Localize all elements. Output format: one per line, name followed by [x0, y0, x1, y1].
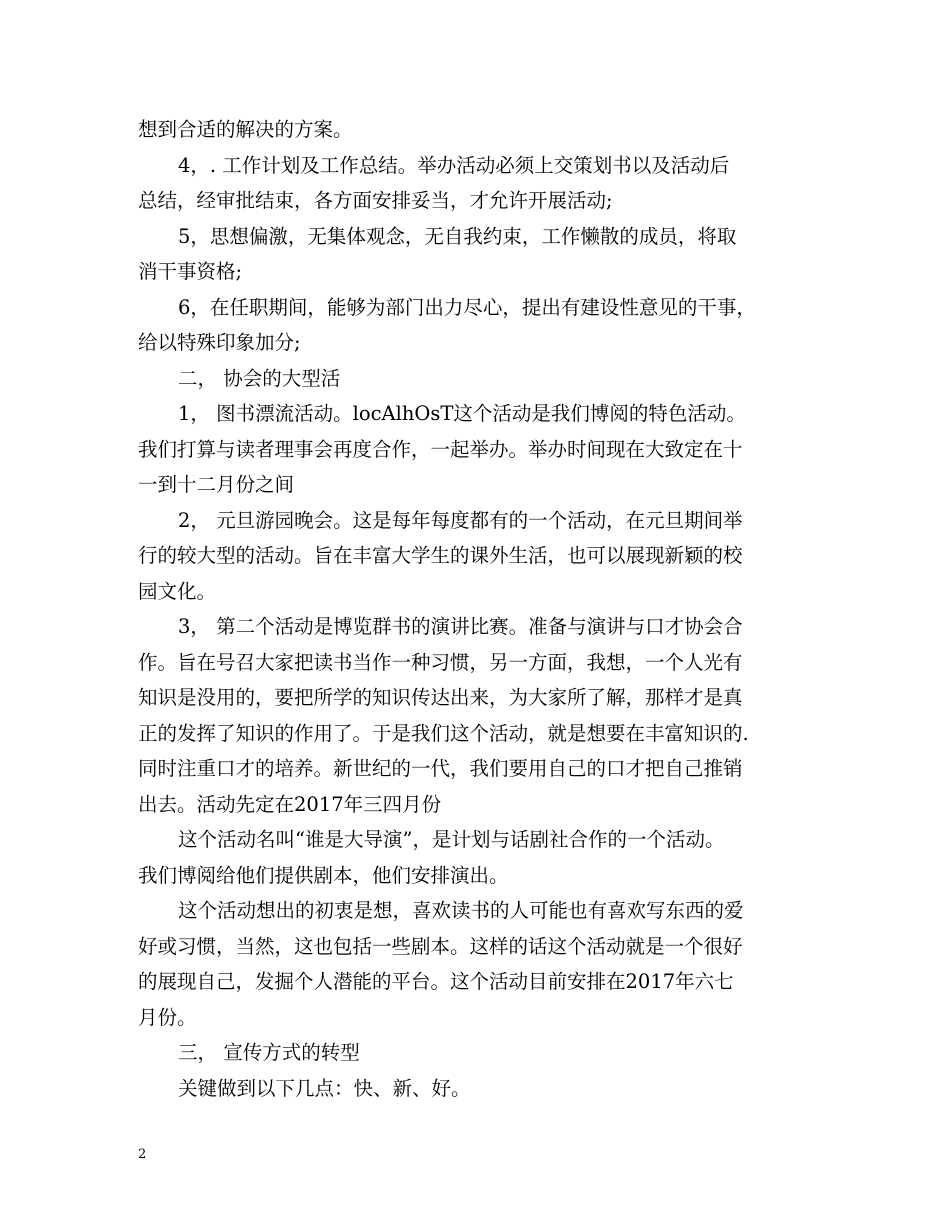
text-line: 同时注重口才的培养。新世纪的一代，我们要用自己的口才把自己推销: [138, 757, 743, 780]
text-line: 出去。活动先定在2017年三四月份: [138, 792, 442, 816]
text-line: 一到十二月份之间: [138, 473, 295, 496]
text-line: 给以特殊印象加分;: [138, 331, 301, 354]
text-line: 三， 宣传方式的转型: [178, 1041, 360, 1064]
text-line: 二， 协会的大型活: [178, 366, 341, 390]
text-line: 好或习惯，当然，这也包括一些剧本。这样的话这个活动就是一个很好: [138, 934, 743, 958]
text-line: 4，. 工作计划及工作总结。举办活动必须上交策划书以及活动后: [178, 153, 730, 177]
text-line: 这个活动名叫“谁是大导演”，是计划与话剧社合作的一个活动。: [178, 828, 725, 851]
text-line: 5，思想偏激，无集体观念，无自我约束，工作懒散的成员，将取: [178, 224, 737, 248]
text-line: 的展现自己，发掘个人潜能的平台。这个活动目前安排在2017年六七: [138, 970, 734, 993]
text-line: 月份。: [138, 1005, 197, 1029]
text-line: 园文化。: [138, 579, 217, 603]
text-line: 这个活动想出的初衷是想，喜欢读书的人可能也有喜欢写东西的爱: [178, 899, 744, 922]
text-line: 消干事资格;: [138, 260, 243, 283]
text-line: 3， 第二个活动是博览群书的演讲比赛。准备与演讲与口才协会合: [178, 615, 743, 638]
text-line: 行的较大型的活动。旨在丰富大学生的课外生活，也可以展现新颖的校: [138, 544, 743, 567]
text-line: 2， 元旦游园晚会。这是每年每度都有的一个活动，在元旦期间举: [178, 508, 743, 532]
text-line: 知识是没用的，要把所学的知识传达出来，为大家所了解，那样才是真: [138, 686, 743, 709]
text-line: 1， 图书漂流活动。locAlhOsT这个活动是我们博阅的特色活动。: [178, 402, 746, 425]
text-line: 总结，经审批结束，各方面安排妥当，才允许开展活动;: [138, 189, 613, 212]
page-number: 2: [138, 1147, 147, 1162]
text-line: 6，在任职期间，能够为部门出力尽心，提出有建设性意见的干事，: [178, 295, 756, 319]
text-line: 我们打算与读者理事会再度合作，一起举办。举办时间现在大致定在十: [138, 437, 743, 461]
text-line: 正的发挥了知识的作用了。于是我们这个活动，就是想要在丰富知识的.: [138, 721, 749, 745]
text-line: 我们博阅给他们提供剧本，他们安排演出。: [138, 863, 509, 887]
text-line: 关键做到以下几点：快、新、好。: [178, 1076, 471, 1100]
text-line: 作。旨在号召大家把读书当作一种习惯，另一方面，我想，一个人光有: [138, 650, 743, 674]
document-body: [138, 112, 828, 1106]
text-line: 想到合适的解决的方案。: [138, 118, 353, 141]
